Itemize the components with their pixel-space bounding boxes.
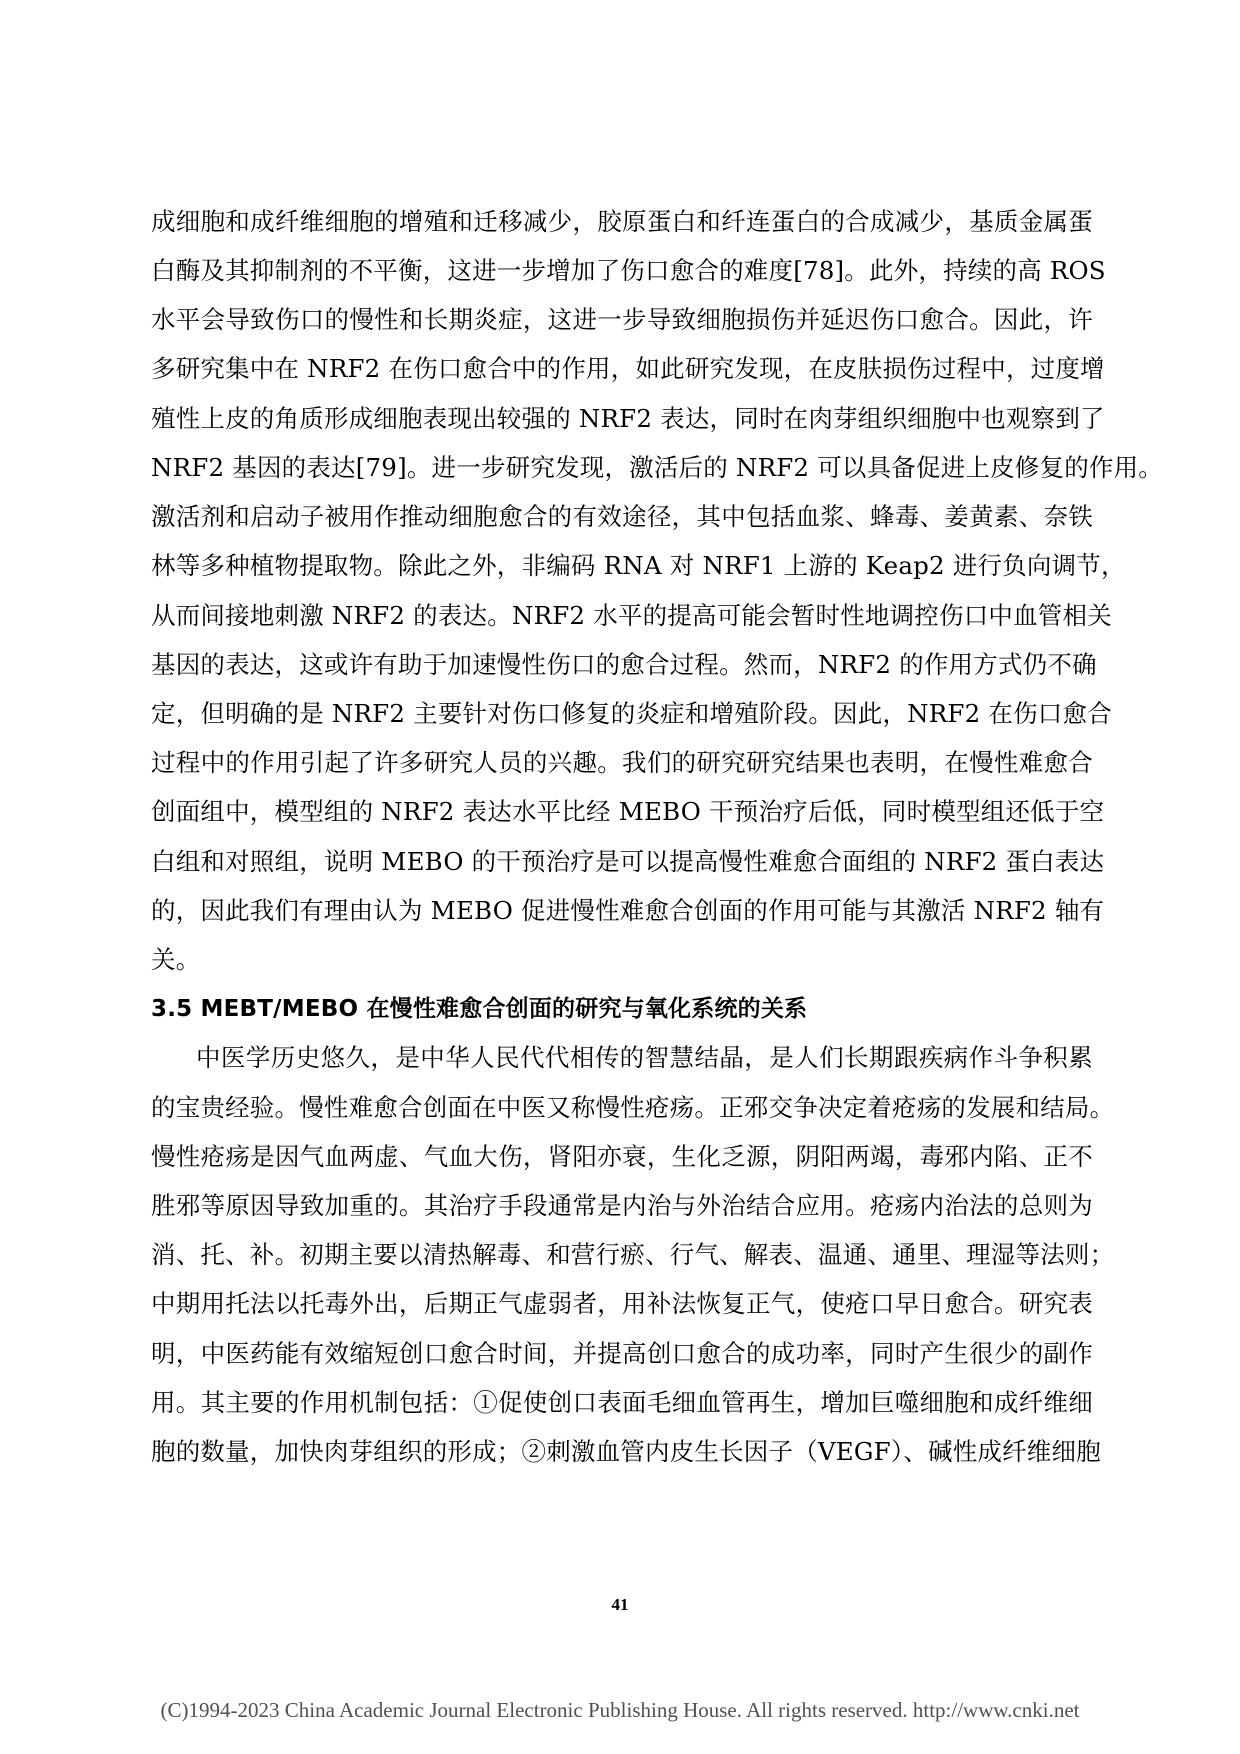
body-text-line: 从而间接地刺激 NRF2 的表达。NRF2 水平的提高可能会暂时性地调控伤口中血管相关 xyxy=(151,601,1112,630)
body-text-line: 创面组中，模型组的 NRF2 表达水平比经 MEBO 干预治疗后低，同时模型组还低于空 xyxy=(151,797,1105,826)
body-text-line: 用。其主要的作用机制包括：①促使创口表面毛细血管再生，增加巨噬细胞和成纤维细 xyxy=(151,1388,1093,1417)
body-text-line: 消、托、补。初期主要以清热解毒、和营行瘀、行气、解表、温通、通里、理湿等法则； xyxy=(151,1240,1115,1269)
body-text-line: 定，但明确的是 NRF2 主要针对伤口修复的炎症和增殖阶段。因此，NRF2 在伤口愈合 xyxy=(151,699,1112,728)
body-text-line: 殖性上皮的角质形成细胞表现出较强的 NRF2 表达，同时在肉芽组织细胞中也观察到了 xyxy=(151,404,1105,433)
body-text-line: 慢性疮疡是因气血两虚、气血大伤，肾阳亦衰，生化乏源，阴阳两竭，毒邪内陷、正不 xyxy=(151,1142,1093,1171)
body-text-line: 胜邪等原因导致加重的。其治疗手段通常是内治与外治结合应用。疮疡内治法的总则为 xyxy=(151,1191,1093,1220)
body-text-line: 过程中的作用引起了许多研究人员的兴趣。我们的研究研究结果也表明，在慢性难愈合 xyxy=(151,748,1093,777)
body-text-line: 的宝贵经验。慢性难愈合创面在中医又称慢性疮疡。正邪交争决定着疮疡的发展和结局。 xyxy=(151,1093,1115,1122)
body-text-line: 关。 xyxy=(151,945,201,974)
body-text-line: 中医学历史悠久，是中华人民代代相传的智慧结晶，是人们长期跟疾病作斗争积累 xyxy=(196,1043,1093,1072)
body-text-line: 成细胞和成纤维细胞的增殖和迁移减少，胶原蛋白和纤连蛋白的合成减少，基质金属蛋 xyxy=(151,207,1093,236)
body-text-line: 中期用托法以托毒外出，后期正气虚弱者，用补法恢复正气，使疮口早日愈合。研究表 xyxy=(151,1289,1093,1318)
body-text-line: 多研究集中在 NRF2 在伤口愈合中的作用，如此研究发现，在皮肤损伤过程中，过度增 xyxy=(151,354,1105,383)
body-text-line: 水平会导致伤口的慢性和长期炎症，这进一步导致细胞损伤并延迟伤口愈合。因此，许 xyxy=(151,305,1093,334)
body-text-line: NRF2 基因的表达[79]。进一步研究发现，激活后的 NRF2 可以具备促进上皮修复的作用。 xyxy=(151,453,1163,482)
copyright-footer: (C)1994-2023 China Academic Journal Electronic Publishing House. All rights reserved. http://www.cnki.net xyxy=(160,1698,1080,1722)
body-text-line: 胞的数量，加快肉芽组织的形成；②刺激血管内皮生长因子（VEGF）、碱性成纤维细胞 xyxy=(151,1437,1101,1466)
section-heading: 3.5 MEBT/MEBO 在慢性难愈合创面的研究与氧化系统的关系 xyxy=(151,996,808,1022)
body-text-line: 白酶及其抑制剂的不平衡，这进一步增加了伤口愈合的难度[78]。此外，持续的高 ROS xyxy=(151,256,1106,285)
body-text-line: 激活剂和启动子被用作推动细胞愈合的有效途径，其中包括血浆、蜂毒、姜黄素、奈铁 xyxy=(151,502,1093,531)
body-text-line: 白组和对照组，说明 MEBO 的干预治疗是可以提高慢性难愈合面组的 NRF2 蛋白表达 xyxy=(151,847,1105,876)
page-number: 41 xyxy=(611,1595,629,1614)
body-text-line: 的，因此我们有理由认为 MEBO 促进慢性难愈合创面的作用可能与其激活 NRF2 轴有 xyxy=(151,896,1105,925)
body-text-line: 明，中医药能有效缩短创口愈合时间，并提高创口愈合的成功率，同时产生很少的副作 xyxy=(151,1339,1093,1368)
body-text-line: 林等多种植物提取物。除此之外，非编码 RNA 对 NRF1 上游的 Keap2 进行负向调节， xyxy=(151,551,1126,580)
body-text-line: 基因的表达，这或许有助于加速慢性伤口的愈合过程。然而，NRF2 的作用方式仍不确 xyxy=(151,650,1097,679)
